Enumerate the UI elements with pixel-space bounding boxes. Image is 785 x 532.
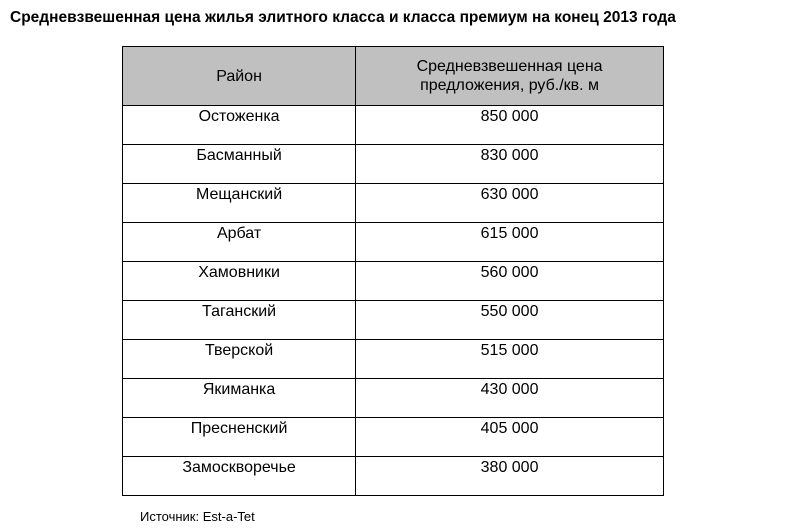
district-cell: Арбат [123, 223, 356, 262]
district-cell: Остоженка [123, 106, 356, 145]
district-cell: Хамовники [123, 262, 356, 301]
price-cell: 615 000 [356, 223, 664, 262]
column-header-price-line2: предложения, руб./кв. м [420, 77, 600, 94]
district-cell: Басманный [123, 145, 356, 184]
price-cell: 830 000 [356, 145, 664, 184]
column-header-price [356, 47, 664, 106]
price-cell: 630 000 [356, 184, 664, 223]
page-title: Средневзвешенная цена жилья элитного класса и класса премиум на конец 2013 года [10, 9, 676, 26]
table-row [123, 184, 664, 223]
column-header-district: Район [123, 47, 356, 106]
district-cell: Мещанский [123, 184, 356, 223]
price-cell: 405 000 [356, 418, 664, 457]
district-cell: Замоскворечье [123, 457, 356, 496]
table-row [123, 301, 664, 340]
price-cell: 850 000 [356, 106, 664, 145]
table-row [123, 262, 664, 301]
district-cell: Таганский [123, 301, 356, 340]
table-row [123, 379, 664, 418]
source-note: Источник: Est-a-Tet [140, 509, 255, 524]
price-cell: 430 000 [356, 379, 664, 418]
table-row [123, 223, 664, 262]
district-cell: Пресненский [123, 418, 356, 457]
table-row [123, 457, 664, 496]
column-header-price-line1: Средневзвешенная цена [416, 58, 603, 75]
price-cell: 380 000 [356, 457, 664, 496]
table-row [123, 340, 664, 379]
table-row [123, 418, 664, 457]
price-table [122, 46, 664, 496]
district-cell: Тверской [123, 340, 356, 379]
price-cell: 560 000 [356, 262, 664, 301]
district-cell: Якиманка [123, 379, 356, 418]
price-cell: 550 000 [356, 301, 664, 340]
price-cell: 515 000 [356, 340, 664, 379]
table-row [123, 145, 664, 184]
table-row [123, 106, 664, 145]
table-header-row [123, 47, 664, 106]
